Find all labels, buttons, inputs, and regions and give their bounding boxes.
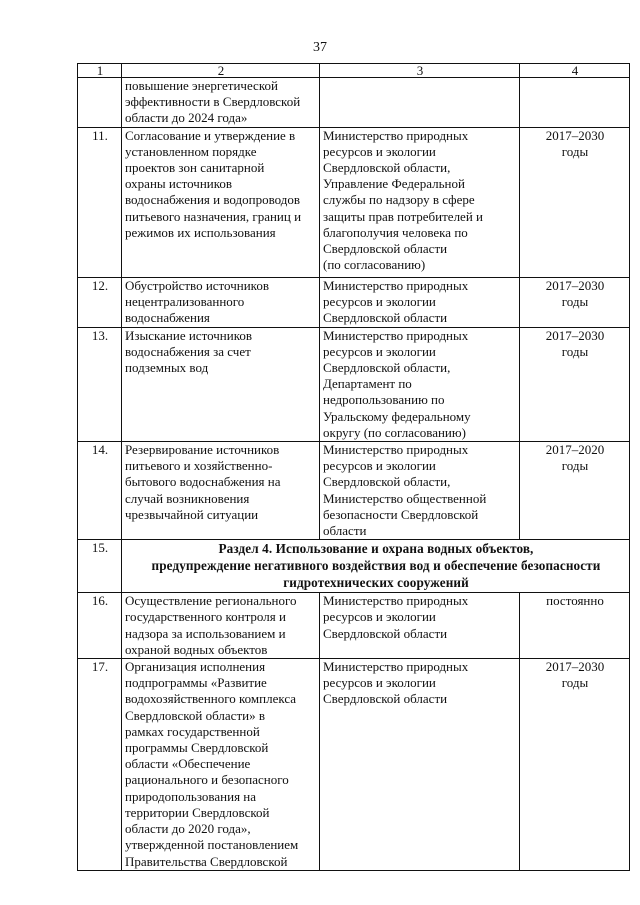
row-number: 17. <box>78 659 122 871</box>
table-row <box>78 277 630 327</box>
continuation-row <box>78 78 630 128</box>
row-period: 2017–2030 годы <box>520 277 630 327</box>
row-action: Осуществление регионального государственного контроля и надзора за использованием и охраной водных объектов <box>122 593 320 659</box>
row-number: 15. <box>78 540 122 593</box>
row-period: 2017–2030 годы <box>520 659 630 871</box>
column-number-header: 1 <box>78 64 122 78</box>
table-row <box>78 659 630 871</box>
row-executor: Министерство природных ресурсов и экологии Свердловской области <box>320 659 520 871</box>
column-number-header: 3 <box>320 64 520 78</box>
row-number: 14. <box>78 442 122 540</box>
column-number-header: 4 <box>520 64 630 78</box>
row-period: 2017–2030 годы <box>520 327 630 441</box>
row-period: постоянно <box>520 593 630 659</box>
row-executor <box>320 78 520 128</box>
table-row <box>78 442 630 540</box>
row-action: Организация исполнения подпрограммы «Развитие водохозяйственного комплекса Свердловской области» в рамках государственной программы Свердловской области «Обеспечение рационального и безопасного природопользования на территории Свердловской области до 2020 года», утвержденной постановлением Правительства Свердловской <box>122 659 320 871</box>
row-action: Согласование и утверждение в установленном порядке проектов зон санитарной охраны источников водоснабжения и водопроводов питьевого назначения, границ и режимов их использования <box>122 127 320 277</box>
row-executor: Министерство природных ресурсов и экологии Свердловской области, Департамент по недропользованию по Уральскому федеральному округу (по согласованию) <box>320 327 520 441</box>
table-row <box>78 127 630 277</box>
row-period <box>520 78 630 128</box>
row-period: 2017–2030 годы <box>520 127 630 277</box>
row-executor: Министерство природных ресурсов и экологии Свердловской области <box>320 277 520 327</box>
page-number: 37 <box>313 40 327 55</box>
column-number-header: 2 <box>122 64 320 78</box>
row-number: 16. <box>78 593 122 659</box>
table-row <box>78 327 630 441</box>
row-number: 12. <box>78 277 122 327</box>
section-title: Раздел 4. Использование и охрана водных объектов, предупреждение негативного воздействия вод и обеспечение безопасности гидротехнических сооружений <box>122 540 630 593</box>
column-number-header-row <box>78 64 630 78</box>
row-period: 2017–2020 годы <box>520 442 630 540</box>
row-number <box>78 78 122 128</box>
section-row <box>78 540 630 593</box>
table-row <box>78 593 630 659</box>
row-number: 13. <box>78 327 122 441</box>
measures-table <box>77 63 630 871</box>
row-number: 11. <box>78 127 122 277</box>
row-executor: Министерство природных ресурсов и экологии Свердловской области, Управление Федеральной службы по надзору в сфере защиты прав потребителей и благополучия человека по Свердловской области (по согласованию) <box>320 127 520 277</box>
row-action: Обустройство источников нецентрализованного водоснабжения <box>122 277 320 327</box>
row-action: Резервирование источников питьевого и хозяйственно- бытового водоснабжения на случай возникновения чрезвычайной ситуации <box>122 442 320 540</box>
row-executor: Министерство природных ресурсов и экологии Свердловской области <box>320 593 520 659</box>
row-action: Изыскание источников водоснабжения за счет подземных вод <box>122 327 320 441</box>
row-executor: Министерство природных ресурсов и экологии Свердловской области, Министерство общественной безопасности Свердловской области <box>320 442 520 540</box>
row-action: повышение энергетической эффективности в Свердловской области до 2024 года» <box>122 78 320 128</box>
